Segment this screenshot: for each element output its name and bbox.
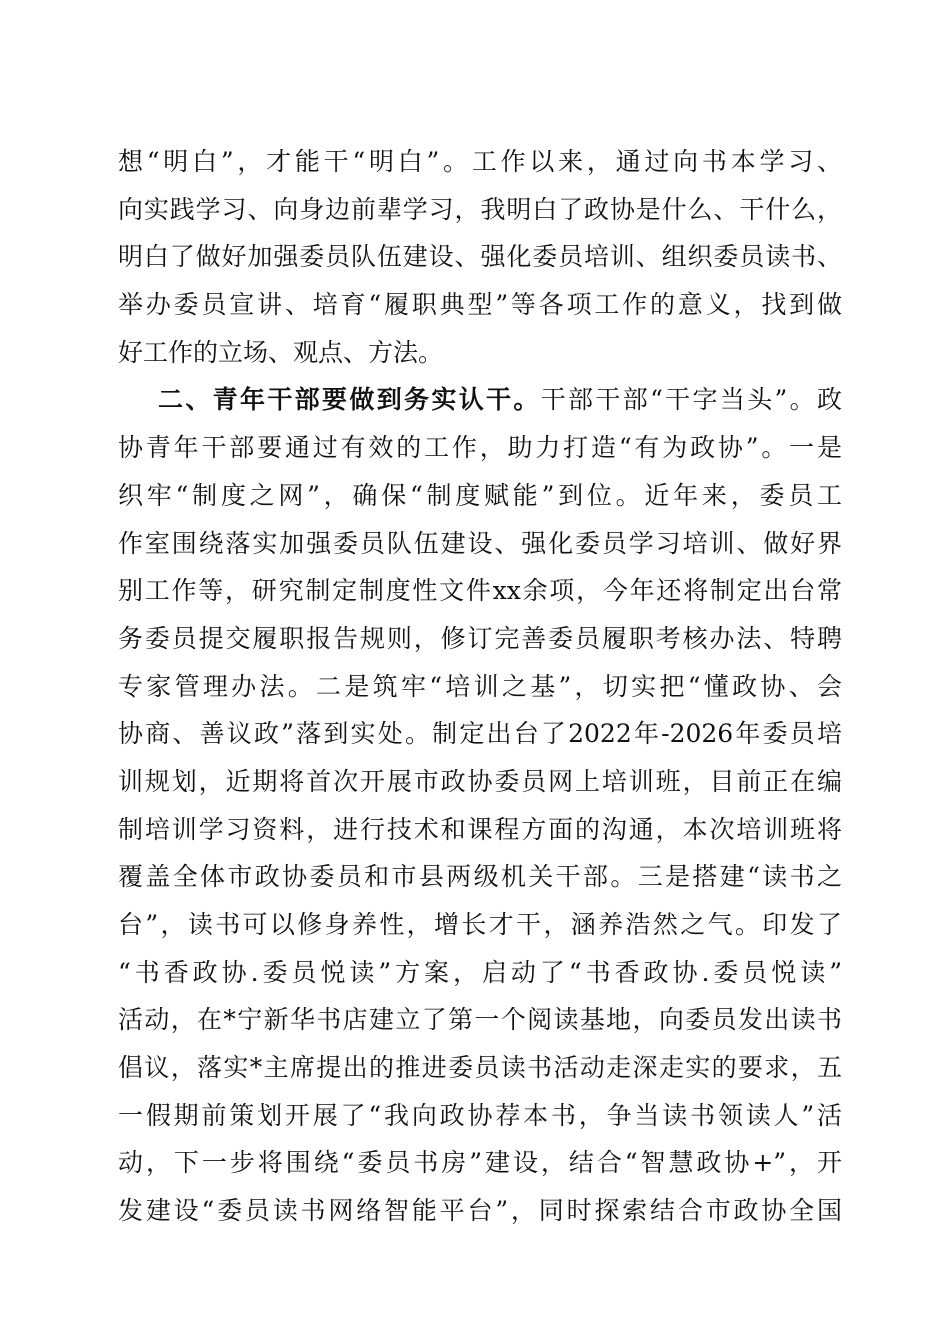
paragraph-2-line-3: 织牢“制度之网”，确保“制度赋能”到位。近年来，委员工 (118, 480, 842, 510)
paragraph-2-first-line (118, 376, 842, 424)
paragraph-1-line-2: 向实践学习、向身边前辈学习，我明白了政协是什么、干什么， (118, 194, 842, 224)
paragraph-2-line-11: 覆盖全体市政协委员和市县两级机关干部。三是搭建“读书之 (118, 862, 842, 892)
paragraph-2-line-10: 制培训学习资料，进行技术和课程方面的沟通，本次培训班将 (118, 814, 842, 844)
paragraph-2-line-5: 别工作等，研究制定制度性文件xx余项，今年还将制定出台常 (118, 576, 842, 606)
paragraph-2-line-4: 作室围绕落实加强委员队伍建设、强化委员学习培训、做好界 (118, 528, 842, 558)
paragraph-2-line-7: 专家管理办法。二是筑牢“培训之基”，切实把“懂政协、会 (118, 671, 842, 701)
document-body (118, 138, 842, 1235)
paragraph-1-line-3: 明白了做好加强委员队伍建设、强化委员培训、组织委员读书、 (118, 242, 842, 272)
section-heading: 二、青年干部要做到务实认干。 (158, 385, 541, 415)
paragraph-1-line-4: 举办委员宣讲、培育“履职典型”等各项工作的意义，找到做 (118, 290, 842, 320)
paragraph-2-line-8: 协商、善议政”落到实处。制定出台了2022年-2026年委员培 (118, 719, 842, 749)
paragraph-2-line-17: 动，下一步将围绕“委员书房”建设，结合“智慧政协+”，开 (118, 1148, 842, 1178)
paragraph-1-line-1: 想“明白”，才能干“明白”。工作以来，通过向书本学习、 (118, 147, 842, 176)
paragraph-2-line-9: 训规划，近期将首次开展市政协委员网上培训班，目前正在编 (118, 766, 842, 796)
paragraph-2-line-13: “书香政协.委员悦读”方案，启动了“书香政协.委员悦读” (118, 957, 842, 987)
paragraph-2-line-6: 务委员提交履职报告规则，修订完善委员履职考核办法、特聘 (118, 623, 842, 653)
paragraph-2-line-14: 活动，在*宁新华书店建立了第一个阅读基地，向委员发出读书 (118, 1005, 842, 1035)
paragraph-1-line-5: 好工作的立场、观点、方法。 (118, 337, 444, 367)
paragraph-2-line-12: 台”，读书可以修身养性，增长才干，涵养浩然之气。印发了 (118, 910, 842, 939)
paragraph-2-line-15: 倡议，落实*主席提出的推进委员读书活动走深走实的要求，五 (118, 1053, 842, 1083)
paragraph-2-line-18: 发建设“委员读书网络智能平台”，同时探索结合市政协全国 (118, 1196, 842, 1226)
paragraph-2-line-2: 协青年干部要通过有效的工作，助力打造“有为政协”。一是 (118, 433, 842, 463)
paragraph-2-line-1-text: 干部干部“干字当头”。政 (540, 385, 842, 415)
paragraph-2-line-16: 一假期前策划开展了“我向政协荐本书，争当读书领读人”活 (118, 1100, 842, 1130)
